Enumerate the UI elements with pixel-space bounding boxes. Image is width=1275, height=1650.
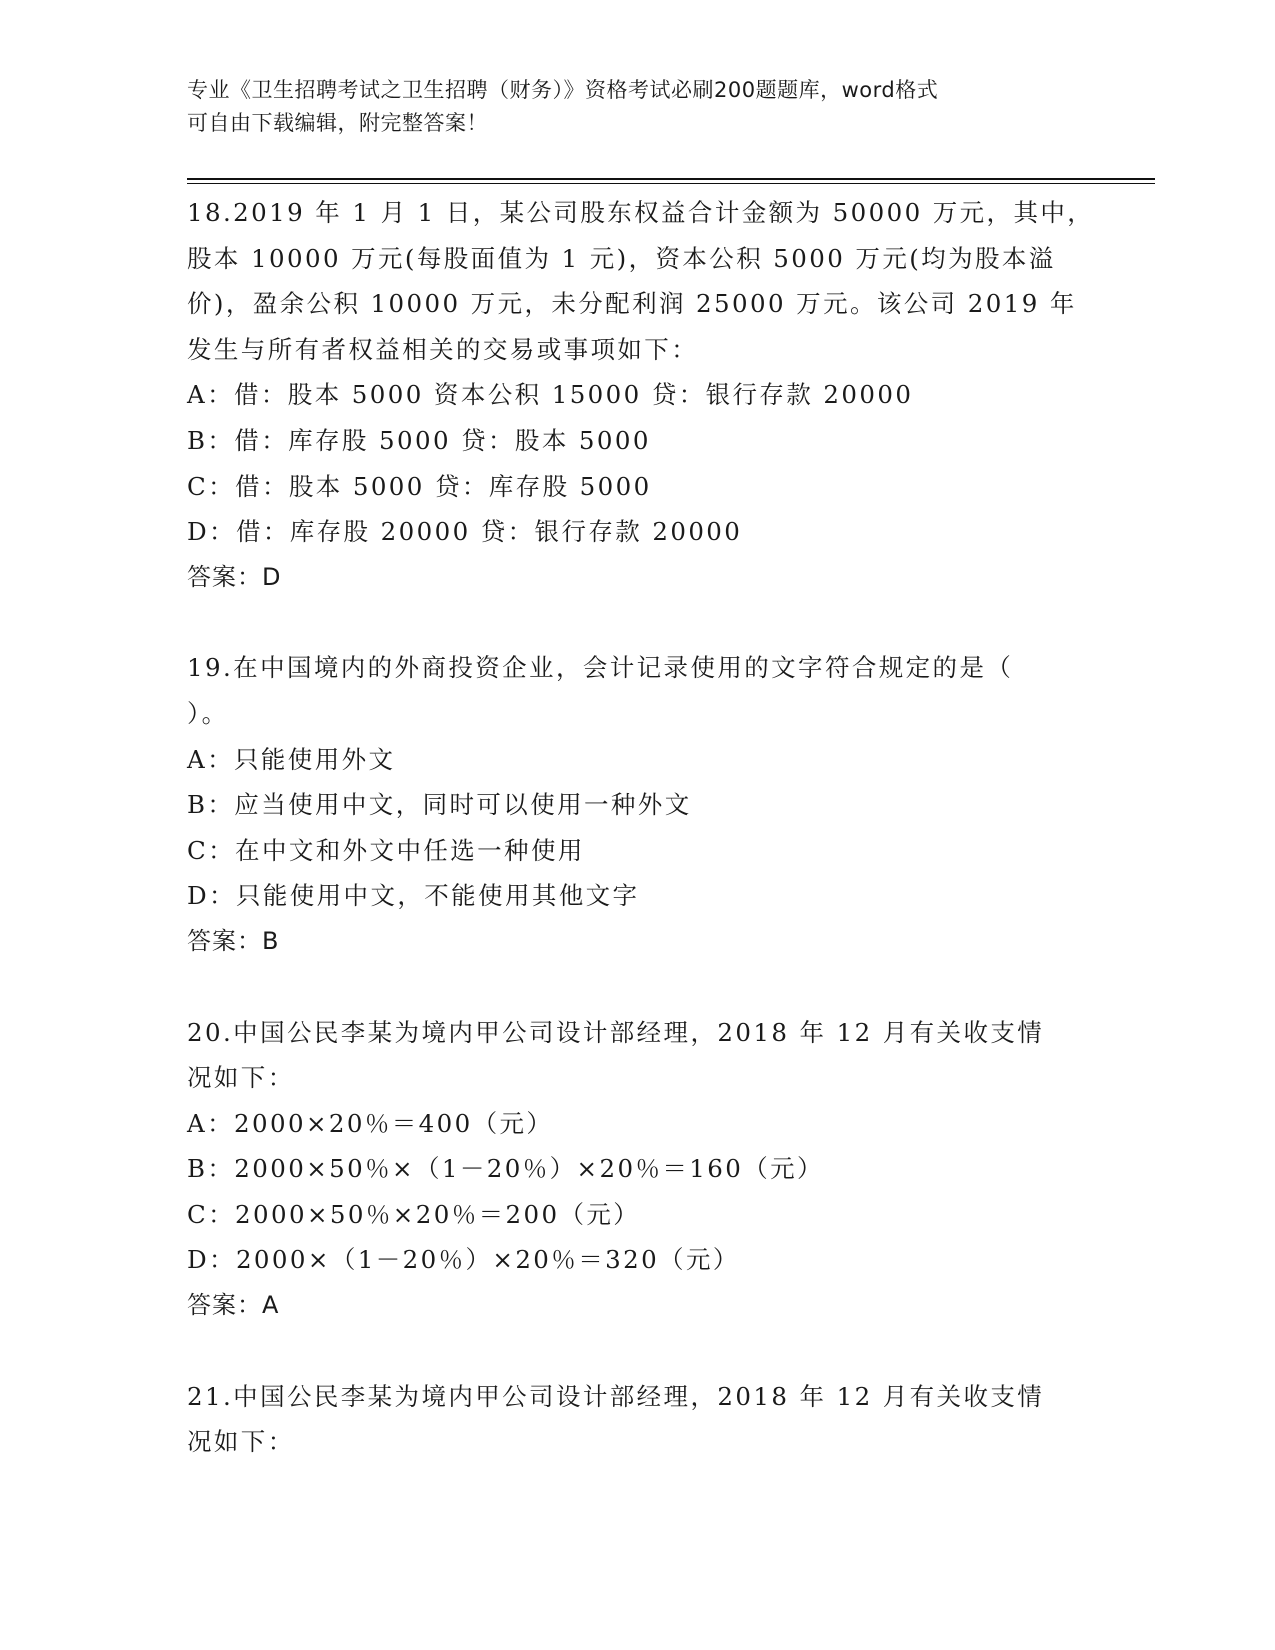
option-b: B：应当使用中文，同时可以使用一种外文 xyxy=(187,790,692,820)
header-divider-thin xyxy=(187,183,1155,184)
option-a: A：借：股本 5000 资本公积 15000 贷：银行存款 20000 xyxy=(187,380,914,410)
option-d: D：只能使用中文，不能使用其他文字 xyxy=(187,881,640,911)
option-d: D：借：库存股 20000 贷：银行存款 20000 xyxy=(187,517,743,547)
header-divider-thick xyxy=(187,178,1155,180)
answer-line: 答案：D xyxy=(187,562,282,591)
question-stem-line: 况如下： xyxy=(187,1427,295,1457)
answer-line: 答案：A xyxy=(187,1291,280,1320)
question-stem-line: 价)，盈余公积 10000 万元，未分配利润 25000 万元。该公司 2019 年 xyxy=(187,289,1077,319)
question-stem-line: 19.在中国境内的外商投资企业，会计记录使用的文字符合规定的是（ xyxy=(187,653,1014,683)
question-stem-line: 18.2019 年 1 月 1 日，某公司股东权益合计金额为 50000 万元，其中， xyxy=(187,198,1095,227)
question-stem-line: 21.中国公民李某为境内甲公司设计部经理，2018 年 12 月有关收支情 xyxy=(187,1381,1045,1411)
question-stem-line: 况如下： xyxy=(187,1063,295,1093)
option-b: B：2000×50％×（1－20％）×20％＝160（元） xyxy=(187,1154,824,1184)
header-line: 可自由下载编辑，附完整答案！ xyxy=(187,111,488,135)
question-20 xyxy=(187,1010,1087,1329)
option-c: C：借：股本 5000 贷：库存股 5000 xyxy=(187,471,652,501)
question-list xyxy=(187,190,1095,1510)
question-stem-line: 20.中国公民李某为境内甲公司设计部经理，2018 年 12 月有关收支情 xyxy=(187,1017,1045,1047)
option-a: A：只能使用外文 xyxy=(187,744,396,774)
question-stem-line: 发生与所有者权益相关的交易或事项如下： xyxy=(187,334,699,364)
option-d: D：2000×（1－20％）×20％＝320（元） xyxy=(187,1245,740,1275)
option-c: C：2000×50％×20％＝200（元） xyxy=(187,1199,641,1229)
answer-line: 答案：B xyxy=(187,926,280,955)
document-header xyxy=(187,74,1087,140)
header-line: 专业《卫生招聘考试之卫生招聘（财务）》资格考试必刷200题题库，word格式 xyxy=(187,78,939,102)
question-stem-line: 股本 10000 万元(每股面值为 1 元)，资本公积 5000 万元(均为股本溢 xyxy=(187,243,1056,273)
option-c: C：在中文和外文中任选一种使用 xyxy=(187,835,585,865)
question-19 xyxy=(187,645,1087,964)
option-b: B：借：库存股 5000 贷：股本 5000 xyxy=(187,425,651,455)
question-18 xyxy=(187,190,1095,600)
option-a: A：2000×20％＝400（元） xyxy=(187,1108,554,1138)
question-stem-line: ）。 xyxy=(187,698,229,728)
question-21 xyxy=(187,1374,1087,1465)
